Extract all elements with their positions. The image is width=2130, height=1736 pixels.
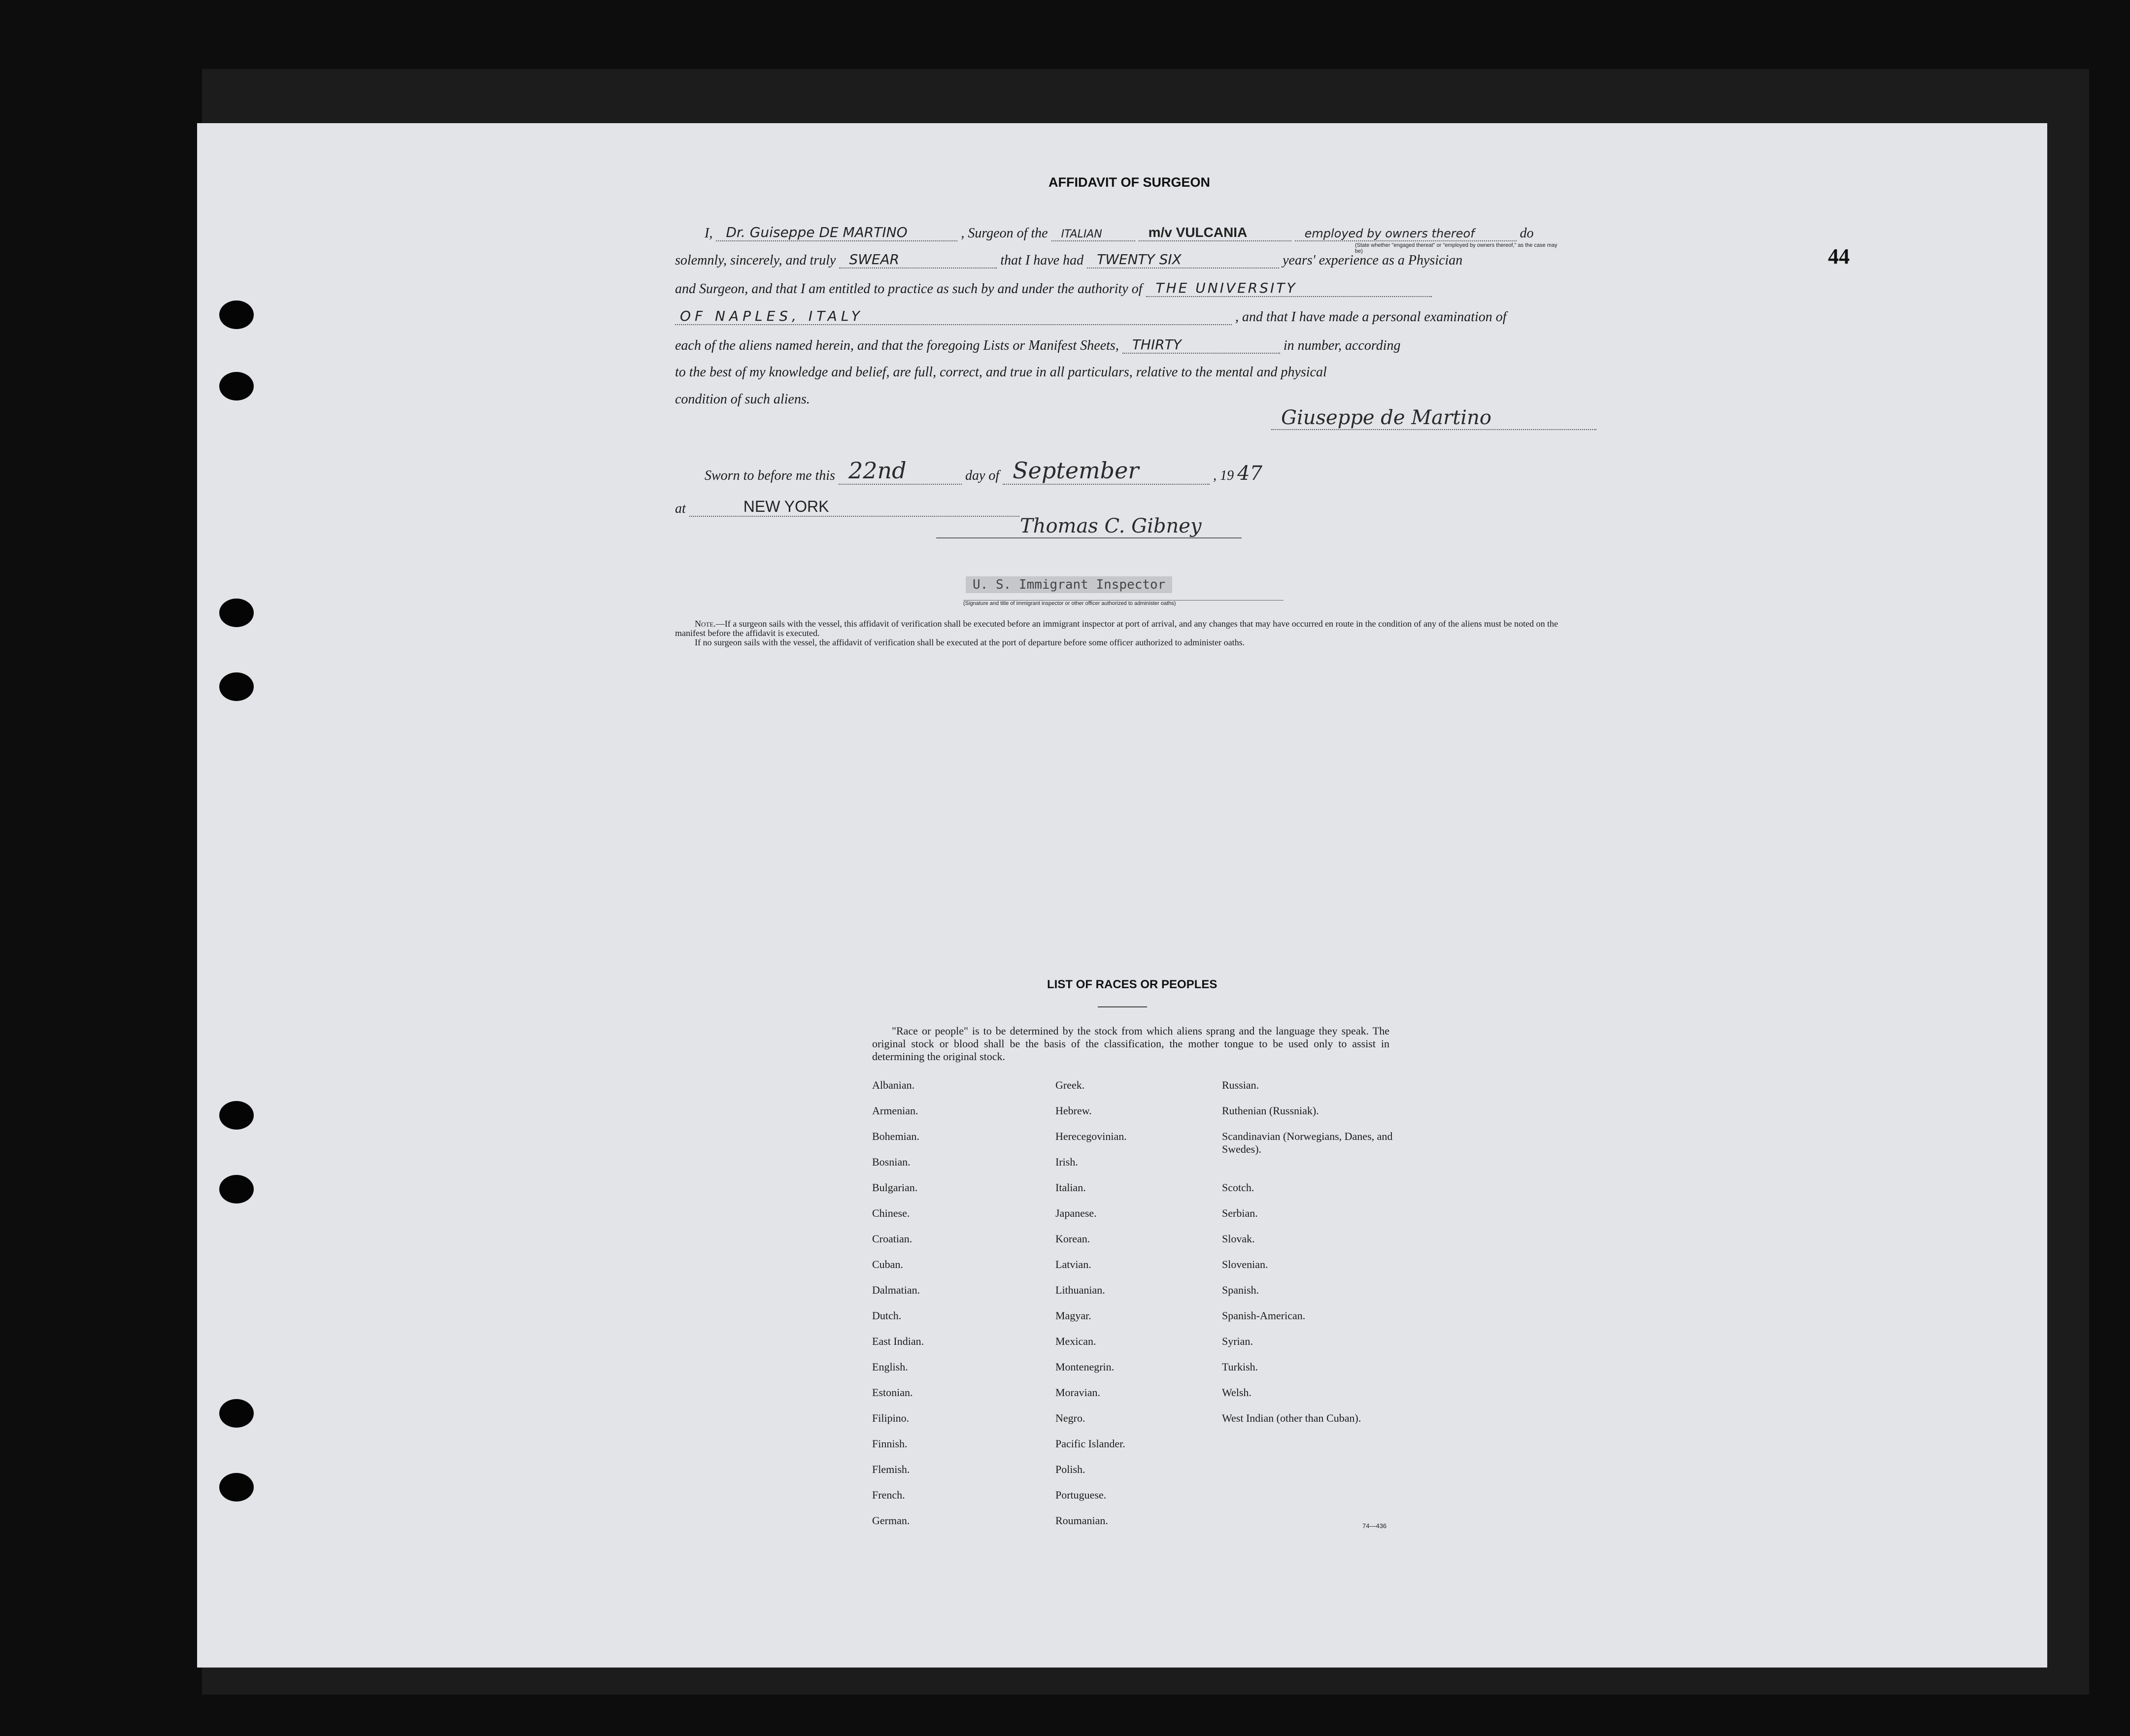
sheets-count-field[interactable]: THIRTY <box>1122 336 1280 354</box>
note-label: Note. <box>695 619 716 629</box>
race-list-item: Serbian. <box>1222 1207 1258 1219</box>
punch-hole <box>219 1399 254 1428</box>
race-list-item: Estonian. <box>872 1386 913 1399</box>
inspector-caption: (Signature and title of immigrant inspector or other officer authorized to administer oaths) <box>963 600 1284 606</box>
authority-field[interactable]: THE UNIVERSITY <box>1146 280 1432 297</box>
races-column-2 <box>1055 1079 1127 1540</box>
race-list-item: Hebrew. <box>1055 1104 1092 1117</box>
race-list-item: Bulgarian. <box>872 1181 918 1194</box>
race-list-item: English. <box>872 1361 908 1373</box>
page-number: 44 <box>1828 244 1850 268</box>
race-list-item: Pacific Islander. <box>1055 1437 1125 1450</box>
races-title: LIST OF RACES OR PEOPLES <box>1047 978 1217 991</box>
race-list-item: Japanese. <box>1055 1207 1097 1219</box>
punch-hole <box>219 1175 254 1203</box>
affidavit-line-2 <box>675 251 1462 268</box>
punch-hole <box>219 599 254 627</box>
race-list-item: Slovenian. <box>1222 1258 1268 1270</box>
affidavit-line-4 <box>675 308 1507 325</box>
affidavit-title: AFFIDAVIT OF SURGEON <box>1048 175 1210 190</box>
text: , and that I have made a personal examination of <box>1235 309 1507 325</box>
authority-continued-field[interactable]: OF NAPLES, ITALY <box>675 308 1232 325</box>
race-list-item: Scotch. <box>1222 1181 1254 1194</box>
note-text-2: If no surgeon sails with the vessel, the affidavit of verification shall be executed at the port of departure before some officer authorized to administer oaths. <box>695 637 1245 647</box>
race-list-item: French. <box>872 1489 905 1501</box>
race-list-item: Bosnian. <box>872 1156 911 1168</box>
race-list-item: Lithuanian. <box>1055 1284 1105 1296</box>
sworn-day-field[interactable]: 22nd <box>839 457 962 485</box>
race-list-item: Russian. <box>1222 1079 1259 1091</box>
race-list-item: Herecegovinian. <box>1055 1130 1127 1142</box>
race-list-item: Spanish. <box>1222 1284 1259 1296</box>
race-list-item: Finnish. <box>872 1437 908 1450</box>
race-list-item: Flemish. <box>872 1463 910 1475</box>
employment-field[interactable]: employed by owners thereof <box>1295 227 1517 241</box>
punch-hole <box>219 1473 254 1502</box>
race-list-item: Greek. <box>1055 1079 1085 1091</box>
race-list-item: Magyar. <box>1055 1309 1091 1322</box>
affidavit-line-1 <box>675 224 1534 241</box>
affidavit-note <box>675 619 1587 647</box>
text: and Surgeon, and that I am entitled to practice as such by and under the authority of <box>675 281 1143 297</box>
race-list-item: Slovak. <box>1222 1233 1255 1245</box>
race-list-item: Irish. <box>1055 1156 1078 1168</box>
text: years' experience as a Physician <box>1283 253 1463 268</box>
race-list-item: Armenian. <box>872 1104 918 1117</box>
nationality-field[interactable]: ITALIAN <box>1051 228 1135 241</box>
affidavit-line-3 <box>675 280 1432 297</box>
sworn-line <box>705 457 1262 485</box>
punch-hole <box>219 300 254 329</box>
text: at <box>675 501 686 516</box>
races-intro: "Race or people" is to be determined by the stock from which aliens sprang and the language they speak. The original stock or blood shall be the basis of the classification, the mother tongue to be used only to assist in determining the original stock. <box>872 1025 1389 1063</box>
text: , 19 <box>1213 468 1234 483</box>
race-list-item: Montenegrin. <box>1055 1361 1115 1373</box>
text: in number, according <box>1283 338 1401 353</box>
vessel-field[interactable]: m/v VULCANIA <box>1139 225 1291 241</box>
sworn-place-field[interactable]: NEW YORK <box>689 498 1019 517</box>
text: Sworn to before me this <box>705 468 835 483</box>
text: solemnly, sincerely, and truly <box>675 253 836 268</box>
oath-field[interactable]: SWEAR <box>839 251 997 268</box>
surgeon-name-field[interactable]: Dr. Guiseppe DE MARTINO <box>716 224 957 241</box>
race-list-item: Syrian. <box>1222 1335 1253 1347</box>
race-list-item: East Indian. <box>872 1335 924 1347</box>
prefix-text: I, <box>705 226 713 241</box>
race-list-item: Cuban. <box>872 1258 903 1270</box>
race-list-item: Filipino. <box>872 1412 910 1424</box>
race-list-item: Spanish-American. <box>1222 1309 1306 1322</box>
punch-hole <box>219 672 254 701</box>
title-rule <box>1098 1006 1147 1007</box>
race-list-item: Portuguese. <box>1055 1489 1107 1501</box>
affidavit-line-6: to the best of my knowledge and belief, are full, correct, and true in all particulars, relative to the mental and physical <box>675 365 1327 380</box>
inspector-title-stamp: U. S. Immigrant Inspector <box>966 576 1172 593</box>
race-list-item: West Indian (other than Cuban). <box>1222 1412 1361 1424</box>
employment-note: (State whether "engaged thereat" or "employed by owners thereof," as the case may be) <box>1355 242 1557 254</box>
affidavit-line-5 <box>675 336 1401 354</box>
race-list-item: Mexican. <box>1055 1335 1096 1347</box>
sworn-year-field[interactable]: 47 <box>1237 462 1263 485</box>
race-list-item: Welsh. <box>1222 1386 1251 1399</box>
text: each of the aliens named herein, and that the foregoing Lists or Manifest Sheets, <box>675 338 1119 353</box>
punch-hole <box>219 372 254 401</box>
race-list-item: Negro. <box>1055 1412 1085 1424</box>
punch-hole <box>219 1101 254 1130</box>
race-list-item: Albanian. <box>872 1079 915 1091</box>
race-list-item: Polish. <box>1055 1463 1085 1475</box>
text: do <box>1520 226 1534 241</box>
race-list-item: Dutch. <box>872 1309 902 1322</box>
race-list-item: Croatian. <box>872 1233 913 1245</box>
sworn-month-field[interactable]: September <box>1003 457 1210 485</box>
affidavit-line-7: condition of such aliens. <box>675 392 810 407</box>
race-list-item: German. <box>872 1514 910 1527</box>
race-list-item: Bohemian. <box>872 1130 919 1142</box>
race-list-item: Roumanian. <box>1055 1514 1108 1527</box>
text: day of <box>965 468 1000 483</box>
years-field[interactable]: TWENTY SIX <box>1087 251 1279 268</box>
race-list-item: Dalmatian. <box>872 1284 920 1296</box>
surgeon-signature[interactable]: Giuseppe de Martino <box>1271 406 1596 430</box>
race-list-item: Korean. <box>1055 1233 1090 1245</box>
race-list-item: Ruthenian (Russniak). <box>1222 1104 1319 1117</box>
race-list-item: Chinese. <box>872 1207 910 1219</box>
text: , Surgeon of the <box>961 226 1048 241</box>
race-list-item: Scandinavian (Norwegians, Danes, and Swedes). <box>1222 1130 1393 1155</box>
text: that I have had <box>1000 253 1084 268</box>
race-list-item: Latvian. <box>1055 1258 1091 1270</box>
inspector-signature[interactable]: Thomas C. Gibney <box>936 515 1242 538</box>
sworn-place-line <box>675 498 1019 517</box>
race-list-item: Turkish. <box>1222 1361 1258 1373</box>
races-column-3 <box>1222 1079 1429 1463</box>
races-column-1 <box>872 1079 924 1540</box>
race-list-item: Italian. <box>1055 1181 1086 1194</box>
race-list-item: Moravian. <box>1055 1386 1101 1399</box>
note-text-1: —If a surgeon sails with the vessel, this affidavit of verification shall be executed before an immigrant inspector at port of arrival, and any changes that may have occurred en route in the condition of any of the aliens must be noted on the manifest before the affidavit is executed. <box>675 619 1558 638</box>
form-code: 74—436 <box>1362 1522 1387 1530</box>
